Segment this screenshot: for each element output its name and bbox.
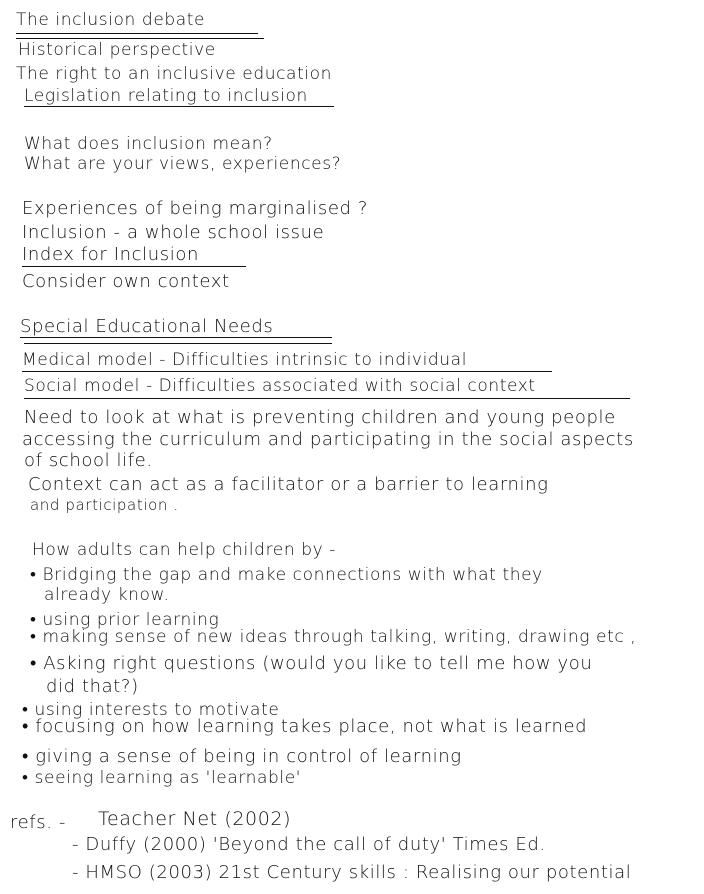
underline — [24, 398, 630, 399]
underline — [16, 33, 258, 34]
underline — [20, 337, 332, 338]
whole-school-issue: Inclusion - a whole school issue — [22, 222, 325, 243]
section-title-sen: Special Educational Needs — [20, 316, 274, 337]
medical-model: Medical model - Difficulties intrinsic to individual — [22, 350, 468, 370]
paragraph-preventing-1: Need to look at what is preventing children and young people — [24, 407, 616, 428]
underline — [24, 106, 334, 107]
bullet-bridging-cont: already know. — [44, 585, 170, 605]
ref-duffy: - Duffy (2000) 'Beyond the call of duty' Times Ed. — [72, 834, 546, 855]
bullet-making-sense: • making sense of new ideas through talking, writing, drawing etc , — [30, 627, 637, 647]
section-title-inclusion-debate: The inclusion debate — [16, 10, 206, 30]
item-legislation: Legislation relating to inclusion — [24, 86, 308, 106]
paragraph-context-2: and participation . — [30, 496, 179, 514]
underline — [22, 371, 552, 372]
question-meaning: What does inclusion mean? — [24, 134, 273, 154]
paragraph-preventing-3: of school life. — [24, 450, 153, 471]
ref-teacher-net: Teacher Net (2002) — [98, 808, 292, 830]
question-views: What are your views, experiences? — [24, 154, 342, 174]
experiences-marginalised: Experiences of being marginalised ? — [22, 198, 369, 219]
paragraph-preventing-2: accessing the curriculum and participating in the social aspects — [22, 429, 634, 450]
bullet-interests: • using interests to motivate — [22, 700, 280, 720]
index-for-inclusion: Index for Inclusion — [22, 244, 199, 265]
refs-label: refs. - — [10, 812, 66, 833]
item-right-to-inclusive-education: The right to an inclusive education — [16, 64, 333, 84]
bullet-focusing: • focusing on how learning takes place, not what is learned — [22, 716, 588, 737]
underline — [24, 343, 332, 344]
bullet-asking-questions: • Asking right questions (would you like to tell me how you — [30, 653, 593, 674]
ref-hmso: - HMSO (2003) 21st Century skills : Realising our potential — [72, 862, 632, 883]
bullet-control: • giving a sense of being in control of learning — [22, 746, 462, 767]
underline — [16, 38, 264, 39]
bullet-asking-questions-cont: did that?) — [46, 676, 139, 697]
consider-own-context: Consider own context — [22, 271, 230, 292]
bullet-prior-learning: • using prior learning — [30, 610, 220, 630]
social-model: Social model - Difficulties associated with social context — [24, 376, 536, 396]
underline — [22, 266, 246, 267]
paragraph-context-1: Context can act as a facilitator or a barrier to learning — [28, 474, 549, 495]
adults-intro: How adults can help children by - — [32, 540, 337, 560]
item-historical-perspective: Historical perspective — [18, 40, 216, 60]
bullet-bridging: • Bridging the gap and make connections with what they — [30, 565, 543, 585]
bullet-learnable: • seeing learning as 'learnable' — [22, 768, 302, 788]
